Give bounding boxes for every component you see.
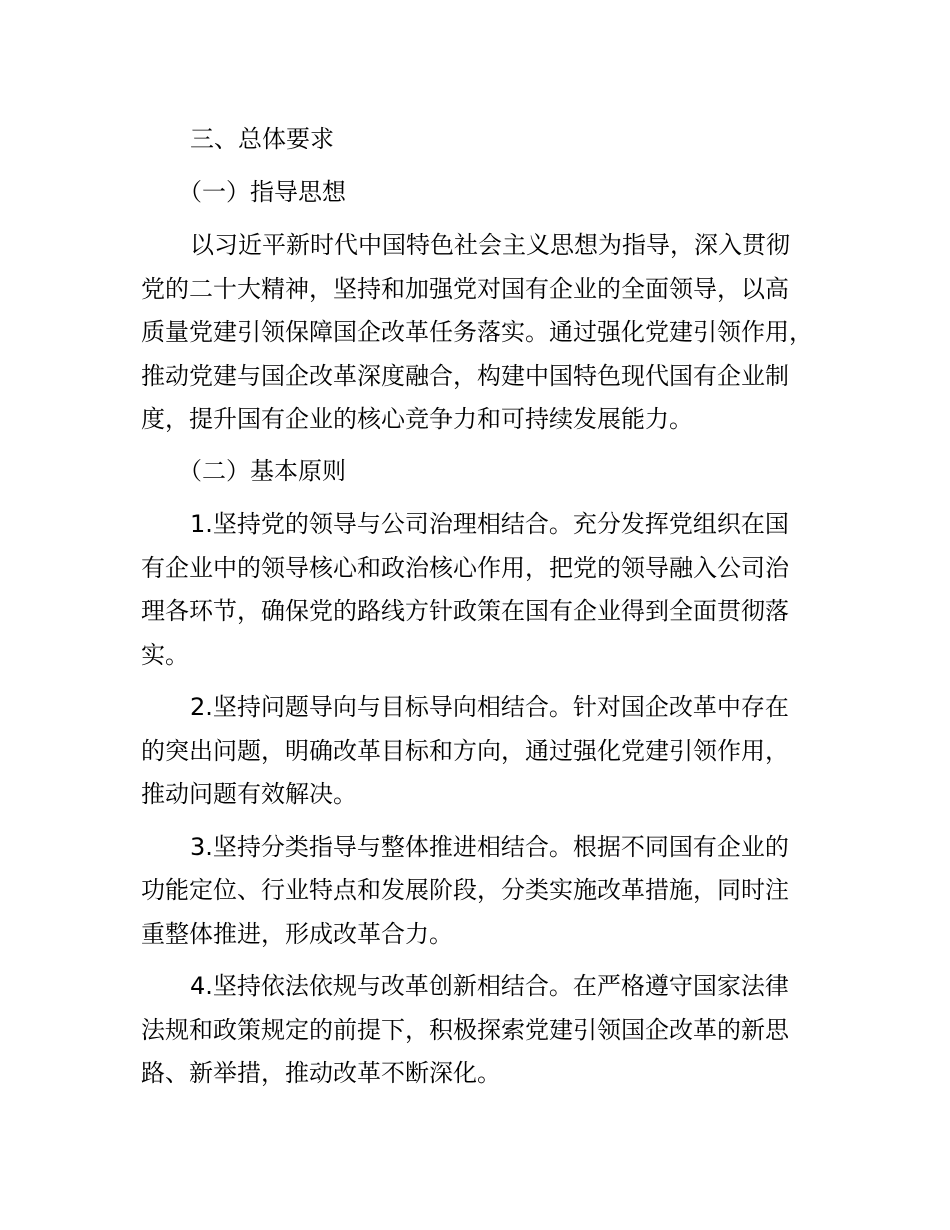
principle-1-line: 实。 <box>141 641 189 669</box>
paragraph-line: 度，提升国有企业的核心竞争力和可持续发展能力。 <box>141 405 693 433</box>
paragraph-line: 推动党建与国企改革深度融合，构建中国特色现代国有企业制 <box>141 362 789 390</box>
principle-1-line: 1.坚持党的领导与公司治理相结合。充分发挥党组织在国 <box>190 510 789 538</box>
paragraph-line: 党的二十大精神，坚持和加强党对国有企业的全面领导，以高 <box>141 275 789 303</box>
section-heading: 三、总体要求 <box>190 125 334 153</box>
principle-4-line: 法规和政策规定的前提下，积极探索党建引领国企改革的新思 <box>141 1016 789 1044</box>
paragraph-line: 以习近平新时代中国特色社会主义思想为指导，深入贯彻 <box>190 231 790 259</box>
principle-2-line: 2.坚持问题导向与目标导向相结合。针对国企改革中存在 <box>190 693 789 721</box>
principle-3-line: 重整体推进，形成改革合力。 <box>141 920 453 948</box>
subsection-heading-basic-principles: （二）基本原则 <box>178 457 346 485</box>
principle-4-line: 4.坚持依法依规与改革创新相结合。在严格遵守国家法律 <box>190 972 789 1000</box>
principle-3-line: 3.坚持分类指导与整体推进相结合。根据不同国有企业的 <box>190 833 789 861</box>
paragraph-line: 质量党建引领保障国企改革任务落实。通过强化党建引领作用， <box>141 318 813 346</box>
principle-4-line: 路、新举措，推动改革不断深化。 <box>141 1059 501 1087</box>
principle-3-line: 功能定位、行业特点和发展阶段，分类实施改革措施，同时注 <box>141 876 789 904</box>
principle-2-line: 的突出问题，明确改革目标和方向，通过强化党建引领作用， <box>141 737 789 765</box>
subsection-heading-guiding-ideology: （一）指导思想 <box>178 178 346 206</box>
principle-2-line: 推动问题有效解决。 <box>141 780 357 808</box>
principle-1-line: 有企业中的领导核心和政治核心作用，把党的领导融入公司治 <box>141 554 789 582</box>
principle-1-line: 理各环节，确保党的路线方针政策在国有企业得到全面贯彻落 <box>141 597 789 625</box>
